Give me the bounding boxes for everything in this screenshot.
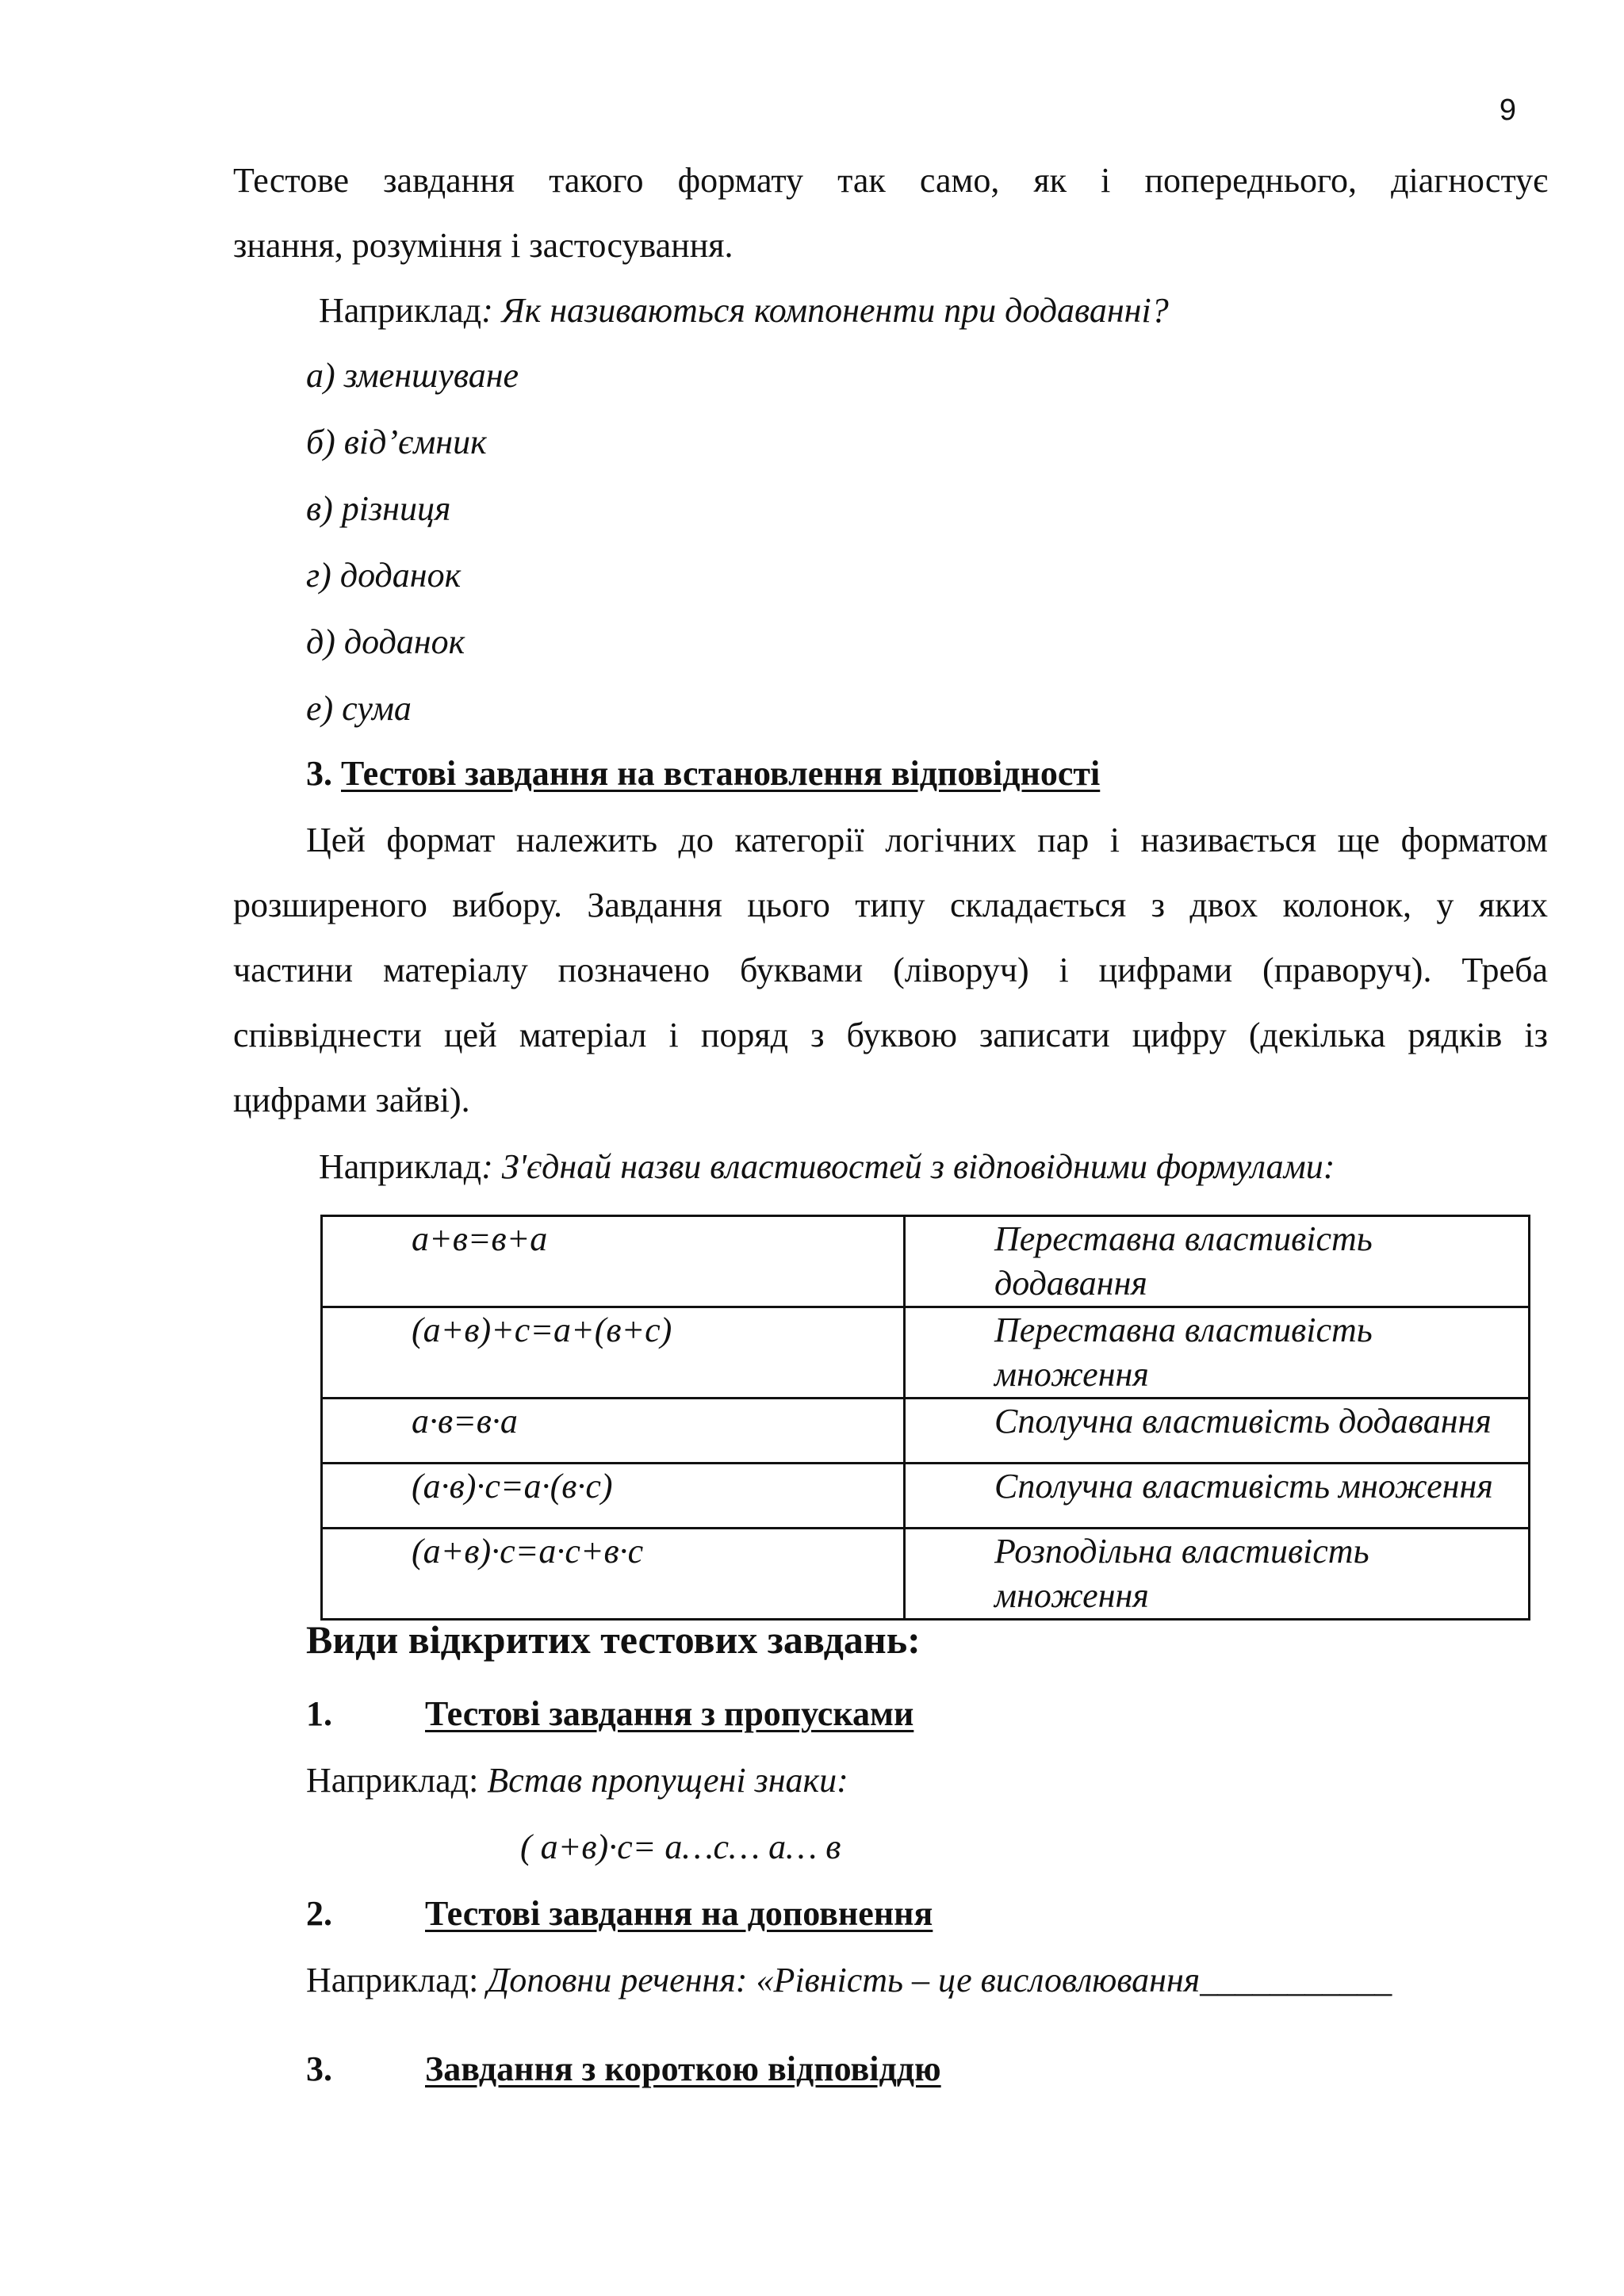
intro-line-2: знання, розуміння і застосування. [233,226,733,265]
open-task-1-example-text: Встав пропущені знаки: [487,1761,848,1800]
table-row [322,1307,1530,1399]
property-cell: Сполучна властивість множення [905,1464,1530,1529]
example-2-text: : З'єднай назви властивостей з відповідними формулами: [481,1147,1335,1186]
property-cell: Переставна властивість додавання [905,1216,1530,1307]
section-3-paragraph-line-2: розширеного вибору. Завдання цього типу складається з двох колонок, у яких [233,886,1548,924]
table-row [322,1216,1530,1307]
open-task-1-title: Тестові завдання з пропусками [425,1694,914,1733]
example-1 [319,289,1169,333]
open-task-1-example-prefix: Наприклад: [306,1761,488,1800]
option-a: а) зменшуване [306,356,519,395]
intro-line-1: Тестове завдання такого формату так само, як і попереднього, діагностує [233,161,1548,200]
section-3-number: 3 [306,754,324,793]
section-3-paragraph-line-3: частини матеріалу позначено буквами (ліворуч) і цифрами (праворуч). Треба [233,951,1548,989]
formula-cell: а+в=в+а [322,1216,905,1307]
formula-cell: (а+в)+с=а+(в+с) [322,1307,905,1399]
open-task-2-title: Тестові завдання на доповнення [425,1894,933,1933]
open-task-2-number: 2. [306,1894,332,1933]
formula-cell: (а+в)·с=а·с+в·с [322,1529,905,1620]
open-task-1-heading [306,1692,914,1736]
section-3-paragraph-line-4: співвіднести цей матеріал і поряд з буквою записати цифру (декілька рядків із [233,1016,1548,1054]
open-tasks-heading: Види відкритих тестових завдань: [306,1617,921,1662]
section-3-title: Тестові завдання на встановлення відповідності [341,754,1101,793]
open-task-2-example-text: Доповни речення: «Рівність – це висловлювання___________ [487,1961,1392,1999]
matching-table [320,1215,1530,1621]
open-task-1-formula: ( а+в)·с= а…с… а… в [520,1827,841,1866]
open-task-2-example [306,1958,1392,2003]
option-d: д) доданок [306,622,465,661]
example-2-prefix: Наприклад [319,1147,482,1186]
option-e: е) сума [306,689,412,728]
property-cell: Переставна властивість множення [905,1307,1530,1399]
open-task-2-example-prefix: Наприклад: [306,1961,488,1999]
example-1-question: : Як називаються компоненти при додаванні? [481,291,1169,330]
open-task-1-example [306,1758,848,1803]
open-task-3-heading [306,2047,941,2091]
page-number: 9 [1499,94,1516,127]
section-3-paragraph-line-1: Цей формат належить до категорії логічних пар і називається ще форматом [306,821,1548,859]
section-3-paragraph-line-5: цифрами зайві). [233,1081,470,1119]
property-cell: Розподільна властивість множення [905,1529,1530,1620]
option-v: в) різниця [306,489,451,528]
property-cell: Сполучна властивість додавання [905,1399,1530,1464]
formula-cell: (а·в)·с=а·(в·с) [322,1464,905,1529]
table-row [322,1399,1530,1464]
section-3-heading: 3. Тестові завдання на встановлення відповідності [306,754,1101,793]
table-row [322,1464,1530,1529]
open-task-3-title: Завдання з короткою відповіддю [425,2049,941,2088]
example-1-prefix: Наприклад [319,291,482,330]
open-task-3-number: 3. [306,2049,332,2088]
formula-cell: а·в=в·а [322,1399,905,1464]
example-2 [319,1145,1335,1189]
open-task-2-heading [306,1892,933,1936]
option-b: б) від’ємник [306,423,487,461]
option-g: г) доданок [306,556,462,595]
open-task-1-number: 1. [306,1694,332,1733]
table-row [322,1529,1530,1620]
